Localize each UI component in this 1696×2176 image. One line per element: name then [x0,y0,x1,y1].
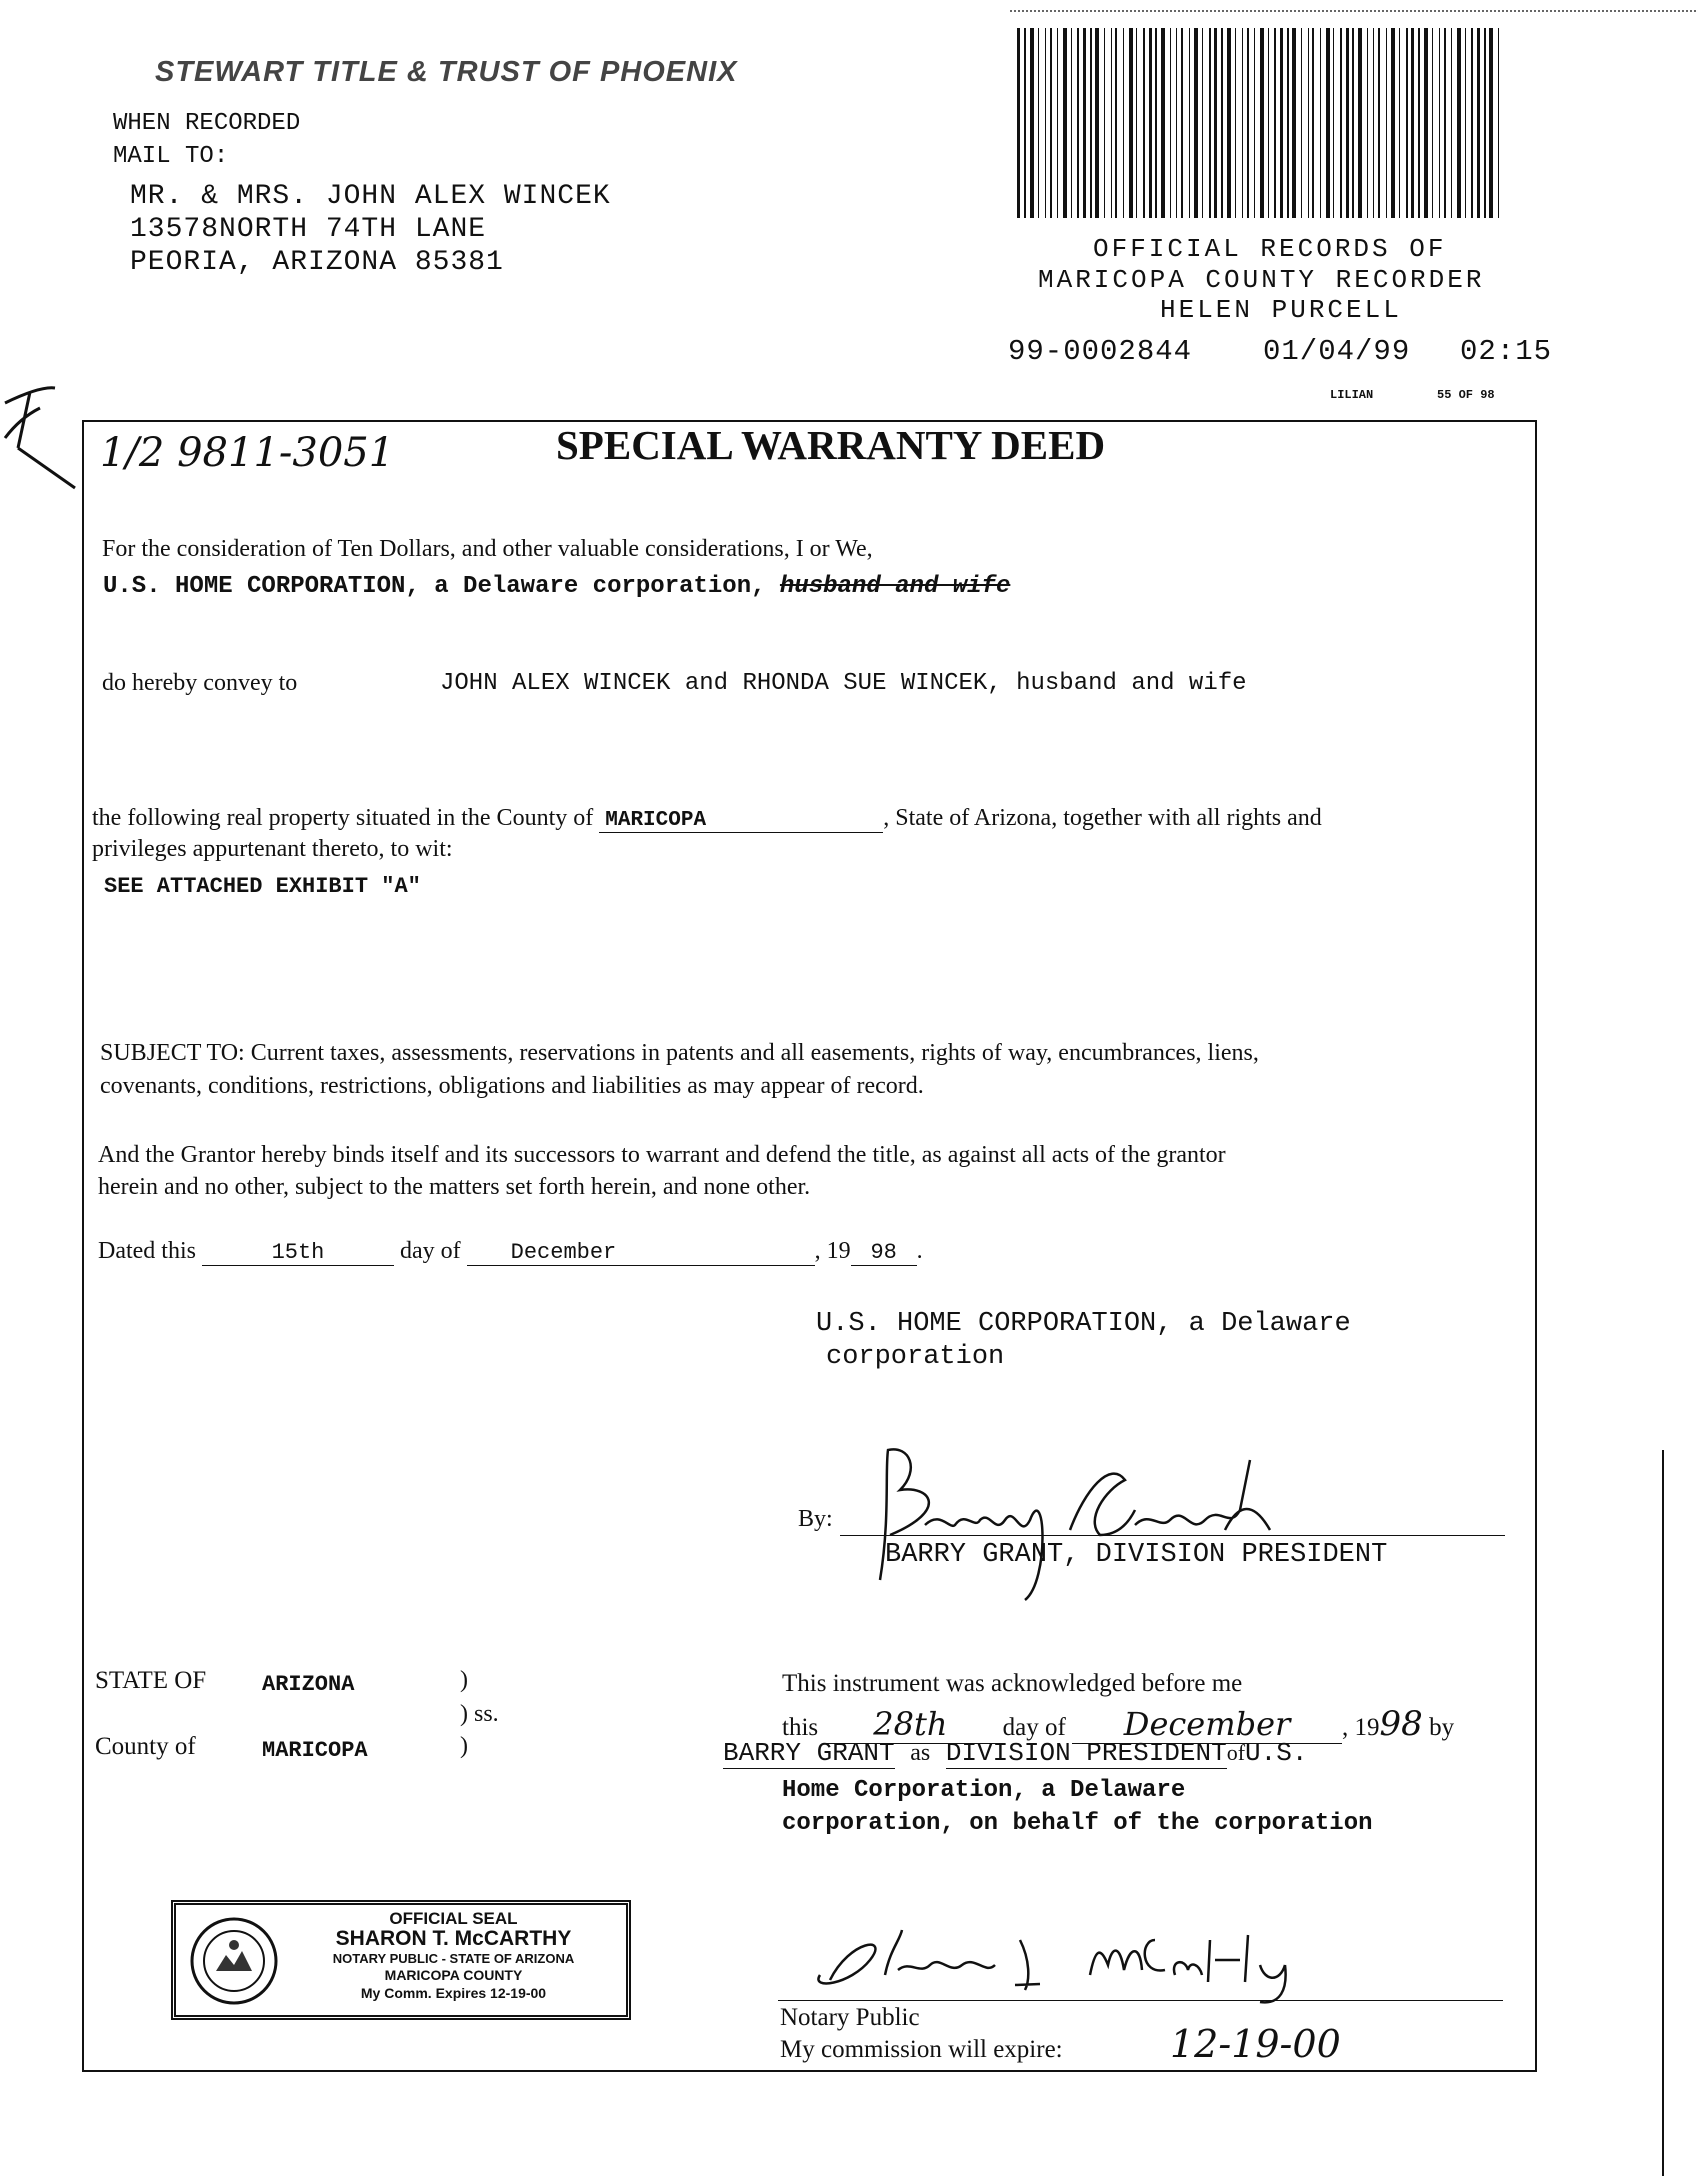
barcode-bar [1340,28,1342,218]
barcode-bar [1170,28,1171,218]
barcode-bar [1057,28,1058,218]
barcode-bar [1115,28,1117,218]
recorder-line3: HELEN PURCELL [1160,295,1402,325]
property-county: MARICOPA [599,809,883,833]
barcode-bar [1439,28,1440,218]
venue-paren1: ) [460,1667,468,1693]
ack-this: this [782,1714,819,1741]
barcode-bar [1308,28,1309,218]
barcode-bar [1418,28,1420,218]
property-text-before: the following real property situated in the County of [92,805,594,831]
barcode-bar [1489,28,1493,218]
dated-label: Dated this [98,1238,196,1264]
barcode-bar [1333,28,1334,218]
barcode-bar [1280,28,1283,218]
signatory-entity-line1: U.S. HOME CORPORATION, a Delaware [816,1309,1351,1339]
barcode-bar [1083,28,1086,218]
barcode-bar [1247,28,1249,218]
barcode-bar [1268,28,1269,218]
signatory-entity-line2: corporation [826,1342,1005,1372]
ack-day-of: day of [1002,1714,1066,1741]
dated-line [98,1238,923,1266]
barcode-bar [1143,28,1145,218]
dated-year: 98 [851,1240,917,1266]
venue-ss: ) ss. [460,1701,499,1727]
venue-county-label: County of [95,1733,196,1760]
venue-state: ARIZONA [262,1672,355,1697]
barcode-bar [1457,28,1461,218]
ack-line4: Home Corporation, a Delaware [782,1777,1186,1804]
barcode-bar [1352,28,1354,218]
venue-paren3: ) [460,1733,468,1759]
ack-century: , 19 [1342,1714,1380,1741]
barcode-bar [1477,28,1480,218]
ack-as: as [910,1740,931,1766]
barcode-bar [1090,28,1092,218]
venue-state-label: STATE OF [95,1667,207,1694]
notary-signature-line [778,2000,1503,2001]
property-line2: privileges appurtenant thereto, to wit: [92,836,453,862]
barcode-bar [1194,28,1198,218]
by-label: By: [798,1506,833,1532]
barcode-bar [1301,28,1302,218]
barcode-bar [1471,28,1473,218]
barcode-bar [1071,28,1072,218]
seal-line5: My Comm. Expires 12-19-00 [360,1985,547,2001]
seal-line4: MARICOPA COUNTY [384,1967,523,1983]
dated-century: , 19 [814,1238,851,1264]
dated-month: December [467,1240,815,1266]
recorder-page-ref: 55 OF 98 [1437,388,1495,402]
recorder-line2: MARICOPA COUNTY RECORDER [1038,265,1485,295]
barcode-bar [1465,28,1466,218]
barcode-bar [1111,28,1112,218]
margin-arrow-mark [0,378,90,498]
barcode-bar [1358,28,1362,218]
dated-day-of: day of [399,1238,461,1264]
when-recorded-label: WHEN RECORDED [113,110,301,137]
barcode-bar [1095,28,1099,218]
consideration-text: For the consideration of Ten Dollars, and other valuable considerations, I or We, [102,536,873,562]
warranty-line2: herein and no other, subject to the matters set forth herein, and none other. [98,1174,811,1200]
property-text-after: , State of Arizona, together with all rights and [883,805,1322,831]
barcode-bar [1326,28,1330,218]
barcode-bar [1063,28,1067,218]
barcode-bar [1484,28,1486,218]
barcode-bar [1411,28,1414,218]
deed-title: SPECIAL WARRANTY DEED [556,422,1106,468]
scan-top-edge [1010,10,1696,12]
notary-seal-stamp [171,1900,631,2020]
dated-day: 15th [202,1240,394,1266]
barcode-bar [1024,28,1026,218]
barcode-bar [1235,28,1236,218]
dated-end: . [916,1238,923,1264]
barcode-bar [1038,28,1039,218]
commission-expire-label: My commission will expire: [780,2036,1063,2063]
barcode-bar [1045,28,1046,218]
recipient-name: MR. & MRS. JOHN ALEX WINCEK [130,181,611,212]
barcode-bar [1312,28,1314,218]
convey-label: do hereby convey to [102,670,298,696]
signature-line [840,1535,1505,1536]
ack-of: of [1226,1740,1246,1765]
barcode-bar [1373,28,1374,218]
commission-expiry-date: 12-19-00 [1170,2022,1341,2066]
recipient-city: PEORIA, ARIZONA 85381 [130,247,504,278]
barcode-bar [1254,28,1255,218]
subject-to-line2: covenants, conditions, restrictions, obligations and liabilities as may appear of record. [100,1073,924,1099]
recorder-time: 02:15 [1460,335,1553,368]
barcode-bar [1391,28,1395,218]
ack-by: by [1429,1714,1455,1741]
barcode-bar [1406,28,1408,218]
barcode-bar [1498,28,1499,218]
recorder-doc-number: 99-0002844 [1008,335,1193,368]
seal-line1: OFFICIAL SEAL [389,1909,518,1928]
barcode-bar [1136,28,1137,218]
barcode-bar [1399,28,1400,218]
officer-signature [830,1440,1310,1620]
barcode-bar [1292,28,1296,218]
subject-to-line1: SUBJECT TO: Current taxes, assessments, reservations in patents and all easements, rights of way, encumbrances, liens, [100,1040,1259,1066]
property-line1 [92,805,1322,833]
venue-county: MARICOPA [262,1738,368,1763]
barcode-bar [1214,28,1217,218]
ack-entity-start: U.S. [1245,1738,1308,1768]
recorder-date: 01/04/99 [1263,335,1411,368]
barcode-bar [1202,28,1203,218]
recorder-line1: OFFICIAL RECORDS OF [1093,234,1447,264]
barcode-bar [1346,28,1349,218]
notary-signature [790,1920,1330,2010]
barcode-bar [1378,28,1380,218]
barcode-bar [1050,28,1052,218]
barcode-bar [1424,28,1428,218]
barcode-bar [1444,28,1446,218]
barcode-bar [1176,28,1177,218]
notary-public-label: Notary Public [780,2004,920,2031]
barcode-bar [1209,28,1211,218]
barcode-bar [1104,28,1105,218]
state-seal-emblem [188,1915,280,2007]
grantee-names: JOHN ALEX WINCEK and RHONDA SUE WINCEK, husband and wife [440,670,1247,697]
title-company-stamp: STEWART TITLE & TRUST OF PHOENIX [155,56,738,88]
ack-name: BARRY GRANT [723,1738,895,1768]
grantor-line [103,573,1010,600]
ack-day: 28th [824,1705,996,1744]
barcode-bar [1123,28,1124,218]
barcode-bar [1260,28,1264,218]
handwritten-reference: 1/2 9811-3051 [100,430,395,476]
barcode-bar [1320,28,1321,218]
barcode-bar [1030,28,1034,218]
seal-line3: NOTARY PUBLIC - STATE OF ARIZONA [332,1951,575,1966]
barcode-bar [1017,28,1020,218]
barcode-bar [1155,28,1157,218]
barcode-bar [1161,28,1165,218]
barcode-bar [1189,28,1190,218]
barcode-bar [1221,28,1223,218]
recipient-street: 13578NORTH 74TH LANE [130,214,487,245]
barcode [1015,28,1505,218]
barcode-bar [1242,28,1243,218]
barcode-bar [1077,28,1079,218]
ack-line1: This instrument was acknowledged before me [782,1670,1243,1697]
exhibit-reference: SEE ATTACHED EXHIBIT "A" [104,874,421,899]
barcode-bar [1181,28,1183,218]
barcode-bar [1367,28,1368,218]
warranty-line1: And the Grantor hereby binds itself and its successors to warrant and defend the title, as against all acts of the grantor [98,1142,1226,1168]
seal-line2: SHARON T. McCARTHY [335,1927,572,1950]
recorder-clerk: LILIAN [1330,388,1374,402]
struck-text: husband and wife [779,573,1011,600]
ack-line5: corporation, on behalf of the corporation [782,1810,1373,1837]
mail-to-label: MAIL TO: [113,143,229,170]
barcode-bar [1386,28,1387,218]
grantor-name: U.S. HOME CORPORATION, a Delaware corporation, [103,573,766,600]
scan-right-edge [1662,1450,1664,2176]
barcode-bar [1287,28,1289,218]
ack-line3 [723,1738,1307,1769]
ack-title: DIVISION PRESIDENT [945,1738,1227,1768]
barcode-bar [1451,28,1452,218]
barcode-bar [1129,28,1133,218]
ack-year: 98 [1379,1704,1423,1744]
ack-month: December [1072,1705,1342,1744]
signer-title: BARRY GRANT, DIVISION PRESIDENT [885,1540,1388,1570]
barcode-bar [1432,28,1433,218]
barcode-bar [1227,28,1231,218]
barcode-bar [1149,28,1152,218]
barcode-bar [1274,28,1276,218]
